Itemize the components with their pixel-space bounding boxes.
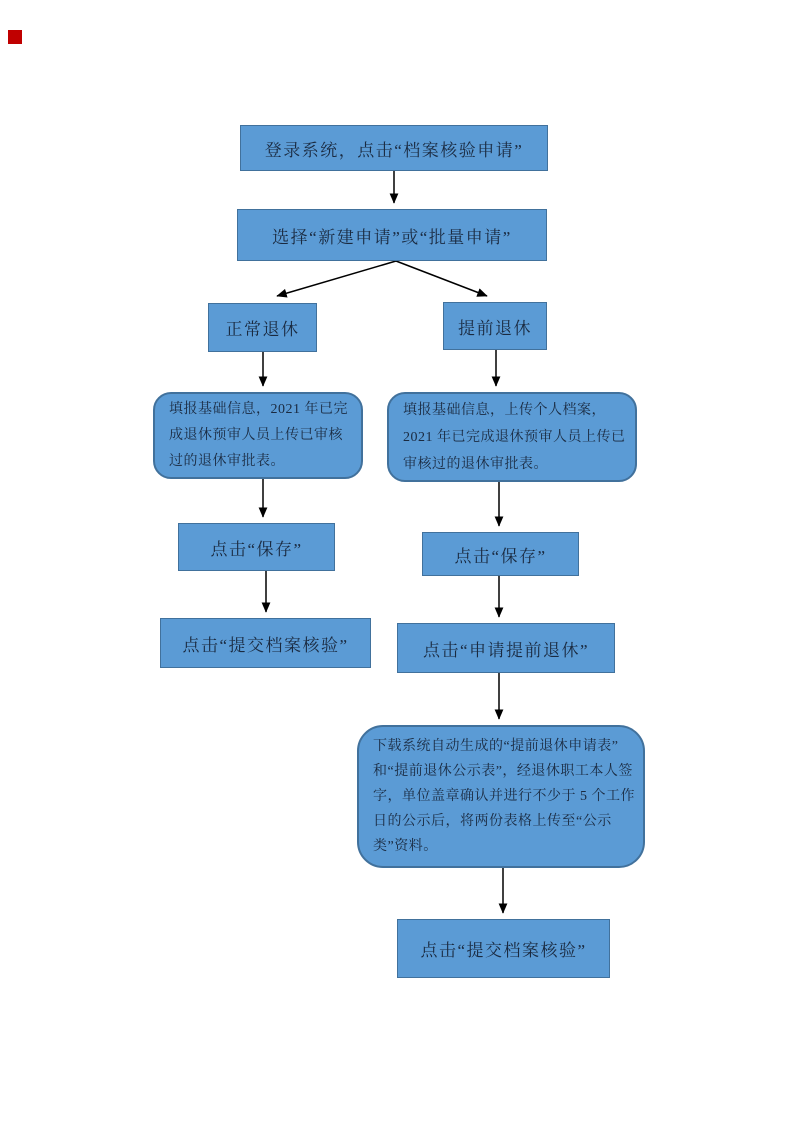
step-fill-info-early-line: 审核过的退休审批表。 <box>403 456 548 472</box>
step-download-forms-line: 下载系统自动生成的“提前退休申请表” <box>373 739 619 754</box>
branch-early-retirement: 提前退休 <box>443 302 547 350</box>
step-login: 登录系统，点击“档案核验申请” <box>240 125 548 171</box>
step-fill-info-normal-line: 过的退休审批表。 <box>169 453 285 469</box>
step-submit-archive-normal: 点击“提交档案核验” <box>160 618 371 668</box>
step-fill-info-early-line: 填报基础信息，上传个人档案， <box>403 402 606 418</box>
step-submit-archive-early: 点击“提交档案核验” <box>397 919 610 978</box>
step-download-forms-line: 日的公示后，将两份表格上传至“公示 <box>373 814 612 829</box>
step-download-forms-line: 和“提前退休公示表”，经退休职工本人签 <box>373 764 633 779</box>
step-fill-info-early-line: 2021 年已完成退休预审人员上传已 <box>403 429 626 445</box>
step-fill-info-normal <box>153 392 363 479</box>
arrow-choose-to-early <box>396 261 487 296</box>
step-fill-info-early <box>387 392 637 482</box>
step-download-forms-line: 类”资料。 <box>373 839 438 854</box>
branch-normal-retirement: 正常退休 <box>208 303 317 352</box>
arrow-choose-to-normal <box>277 261 396 296</box>
step-save-early: 点击“保存” <box>422 532 579 576</box>
step-save-normal: 点击“保存” <box>178 523 335 571</box>
step-fill-info-normal-line: 成退休预审人员上传已审核 <box>169 427 343 443</box>
step-choose-application-type: 选择“新建申请”或“批量申请” <box>237 209 547 261</box>
step-download-forms-early <box>357 725 645 868</box>
step-fill-info-normal-line: 填报基础信息，2021 年已完 <box>169 401 348 417</box>
red-square-marker <box>8 30 22 44</box>
step-apply-early-retirement: 点击“申请提前退休” <box>397 623 615 673</box>
step-download-forms-line: 字，单位盖章确认并进行不少于 5 个工作 <box>373 789 635 804</box>
